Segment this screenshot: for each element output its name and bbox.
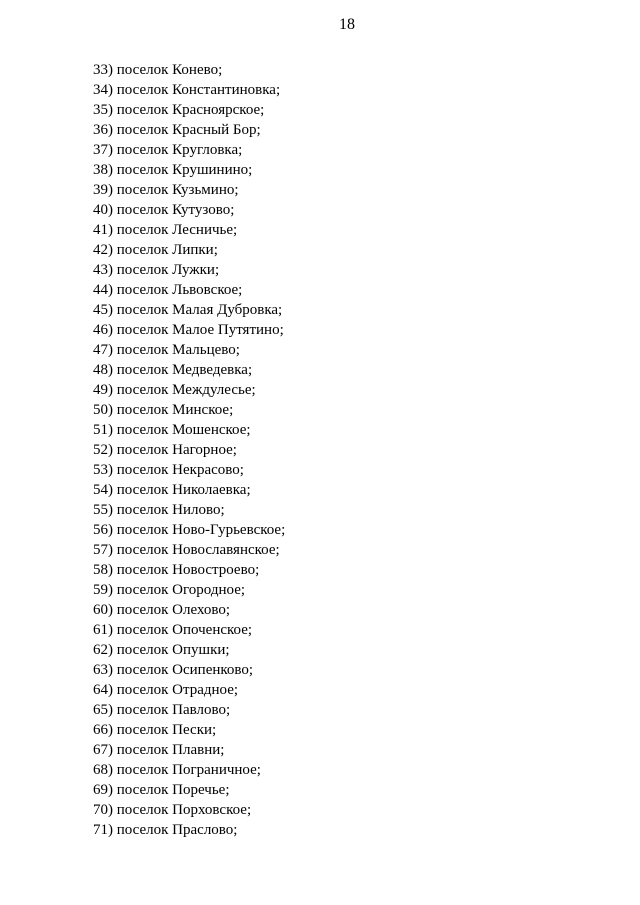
settlement-list xyxy=(93,60,285,840)
list-item: 63) поселок Осипенково; xyxy=(93,662,254,678)
list-item: 54) поселок Николаевка; xyxy=(93,482,251,498)
list-item: 42) поселок Липки; xyxy=(93,242,218,258)
list-item: 69) поселок Поречье; xyxy=(93,782,230,798)
list-item: 68) поселок Пограничное; xyxy=(93,762,261,778)
list-item: 40) поселок Кутузово; xyxy=(93,202,235,218)
list-item: 56) поселок Ново-Гурьевское; xyxy=(93,522,286,538)
list-item: 33) поселок Конево; xyxy=(93,62,223,78)
list-item: 53) поселок Некрасово; xyxy=(93,462,244,478)
list-item: 52) поселок Нагорное; xyxy=(93,442,237,458)
list-item: 70) поселок Порховское; xyxy=(93,802,252,818)
list-item: 65) поселок Павлово; xyxy=(93,702,231,718)
list-item: 34) поселок Константиновка; xyxy=(93,82,281,98)
list-item: 46) поселок Малое Путятино; xyxy=(93,322,284,338)
list-item: 58) поселок Новостроево; xyxy=(93,562,260,578)
list-item: 35) поселок Красноярское; xyxy=(93,102,265,118)
list-item: 37) поселок Кругловка; xyxy=(93,142,243,158)
list-item: 49) поселок Междулесье; xyxy=(93,382,256,398)
page-number: 18 xyxy=(339,16,355,33)
list-item: 43) поселок Лужки; xyxy=(93,262,220,278)
list-item: 45) поселок Малая Дубровка; xyxy=(93,302,283,318)
list-item: 41) поселок Лесничье; xyxy=(93,222,238,238)
list-item: 51) поселок Мошенское; xyxy=(93,422,251,438)
list-item: 67) поселок Плавни; xyxy=(93,742,225,758)
list-item: 59) поселок Огородное; xyxy=(93,582,246,598)
list-item: 47) поселок Мальцево; xyxy=(93,342,240,358)
list-item: 44) поселок Львовское; xyxy=(93,282,243,298)
list-item: 38) поселок Крушинино; xyxy=(93,162,253,178)
list-item: 64) поселок Отрадное; xyxy=(93,682,239,698)
list-item: 62) поселок Опушки; xyxy=(93,642,230,658)
list-item: 60) поселок Олехово; xyxy=(93,602,231,618)
list-item: 36) поселок Красный Бор; xyxy=(93,122,261,138)
list-item: 57) поселок Новославянское; xyxy=(93,542,280,558)
list-item: 50) поселок Минское; xyxy=(93,402,234,418)
list-item: 48) поселок Медведевка; xyxy=(93,362,253,378)
list-item: 39) поселок Кузьмино; xyxy=(93,182,239,198)
list-item: 55) поселок Нилово; xyxy=(93,502,225,518)
list-item: 66) поселок Пески; xyxy=(93,722,217,738)
list-item: 71) поселок Праслово; xyxy=(93,822,238,838)
list-item: 61) поселок Опоченское; xyxy=(93,622,253,638)
